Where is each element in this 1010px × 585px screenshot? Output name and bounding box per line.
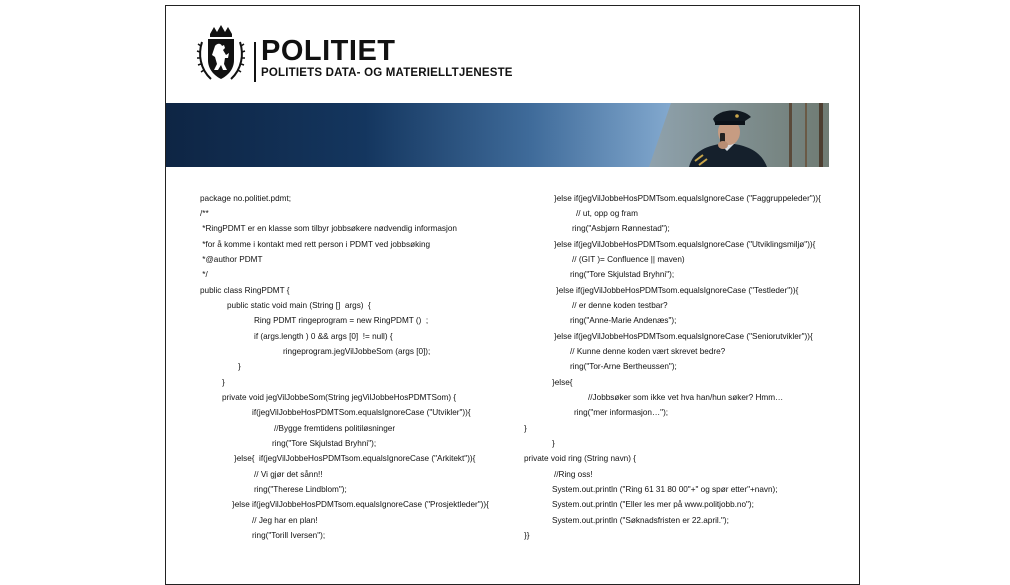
- code-line: if(jegVilJobbeHosPDMTSom.equalsIgnoreCase ("Utvikler")){: [252, 408, 471, 417]
- code-line: }else{ if(jegVilJobbeHosPDMTsom.equalsIgnoreCase ("Arkitekt")){: [234, 454, 476, 463]
- code-line: }: [222, 378, 225, 387]
- job-ad-page: [165, 5, 860, 585]
- logo-divider: [254, 42, 256, 82]
- code-line: }else if(jegVilJobbeHosPDMTsom.equalsIgnoreCase ("Seniorutvikler")){: [554, 332, 813, 341]
- code-line: }}: [524, 531, 530, 540]
- code-line: }: [552, 439, 555, 448]
- code-line: private void jegVilJobbeSom(String jegVilJobbeHosPDMTSom) {: [222, 393, 457, 402]
- code-line: ring("Tore Skjulstad Bryhni");: [272, 439, 377, 448]
- code-line: System.out.println ("Ring 61 31 80 00"+" og spør etter"+navn);: [552, 485, 778, 494]
- code-line: }else if(jegVilJobbeHosPDMTsom.equalsIgnoreCase ("Testleder")){: [556, 286, 799, 295]
- code-line: */: [200, 270, 208, 279]
- code-line: }else if(jegVilJobbeHosPDMTsom.equalsIgnoreCase ("Faggruppeleder")){: [554, 194, 821, 203]
- code-line: }: [238, 362, 241, 371]
- code-line: }else{: [552, 378, 573, 387]
- police-officer-photo: [649, 103, 829, 167]
- code-line: *RingPDMT er en klasse som tilbyr jobbsøkere nødvendig informasjon: [200, 224, 457, 233]
- code-line: *for å komme i kontakt med rett person i PDMT ved jobbsøking: [200, 240, 431, 249]
- code-line: public class RingPDMT {: [200, 286, 290, 295]
- code-line: if (args.length ) 0 && args [0] != null) {: [254, 332, 393, 341]
- code-line: ring("Therese Lindblom");: [254, 485, 347, 494]
- code-line: // Jeg har en plan!: [252, 516, 318, 525]
- brand-subtitle: POLITIETS DATA- OG MATERIELLTJENESTE: [261, 67, 513, 79]
- code-line: // Kunne denne koden vært skrevet bedre?: [570, 347, 726, 356]
- code-line: // (GIT )= Confluence || maven): [572, 255, 685, 264]
- code-line: Ring PDMT ringeprogram = new RingPDMT () ;: [254, 316, 429, 325]
- code-line: private void ring (String navn) {: [524, 454, 636, 463]
- code-line: }else if(jegVilJobbeHosPDMTsom.equalsIgnoreCase ("Prosjektleder")){: [232, 500, 489, 509]
- code-line: // Vi gjør det sånn!!: [254, 470, 323, 479]
- code-line: //Ring oss!: [554, 470, 593, 479]
- coat-of-arms-icon: [196, 24, 246, 84]
- code-line: }: [524, 424, 527, 433]
- code-line: *@author PDMT: [200, 255, 263, 264]
- code-line: //Jobbsøker som ikke vet hva han/hun søker? Hmm…: [588, 393, 784, 402]
- code-line: ring("Tore Skjulstad Bryhni");: [570, 270, 675, 279]
- code-line: // er denne koden testbar?: [572, 301, 668, 310]
- code-line: ring("mer informasjon…");: [574, 408, 669, 417]
- code-line: ring("Tor-Arne Bertheussen");: [570, 362, 677, 371]
- code-line: System.out.println ("Søknadsfristen er 22.april.");: [552, 516, 729, 525]
- header-banner: [166, 103, 829, 167]
- code-line: ring("Anne-Marie Andenæs");: [570, 316, 677, 325]
- code-line: /**: [200, 209, 209, 218]
- code-line: public static void main (String [] args) {: [227, 301, 371, 310]
- brand-title: POLITIET: [261, 35, 396, 67]
- code-line: ring("Torill Iversen");: [252, 531, 326, 540]
- code-line: System.out.println ("Eller les mer på www.politjobb.no");: [552, 500, 754, 509]
- code-line: ringeprogram.jegVilJobbeSom (args [0]);: [283, 347, 431, 356]
- code-line: // ut, opp og fram: [576, 209, 638, 218]
- code-line: }else if(jegVilJobbeHosPDMTsom.equalsIgnoreCase ("Utviklingsmiljø")){: [554, 240, 816, 249]
- code-line: ring("Asbjørn Rønnestad");: [572, 224, 670, 233]
- code-line: package no.politiet.pdmt;: [200, 194, 292, 203]
- code-line: //Bygge fremtidens politiløsninger: [274, 424, 396, 433]
